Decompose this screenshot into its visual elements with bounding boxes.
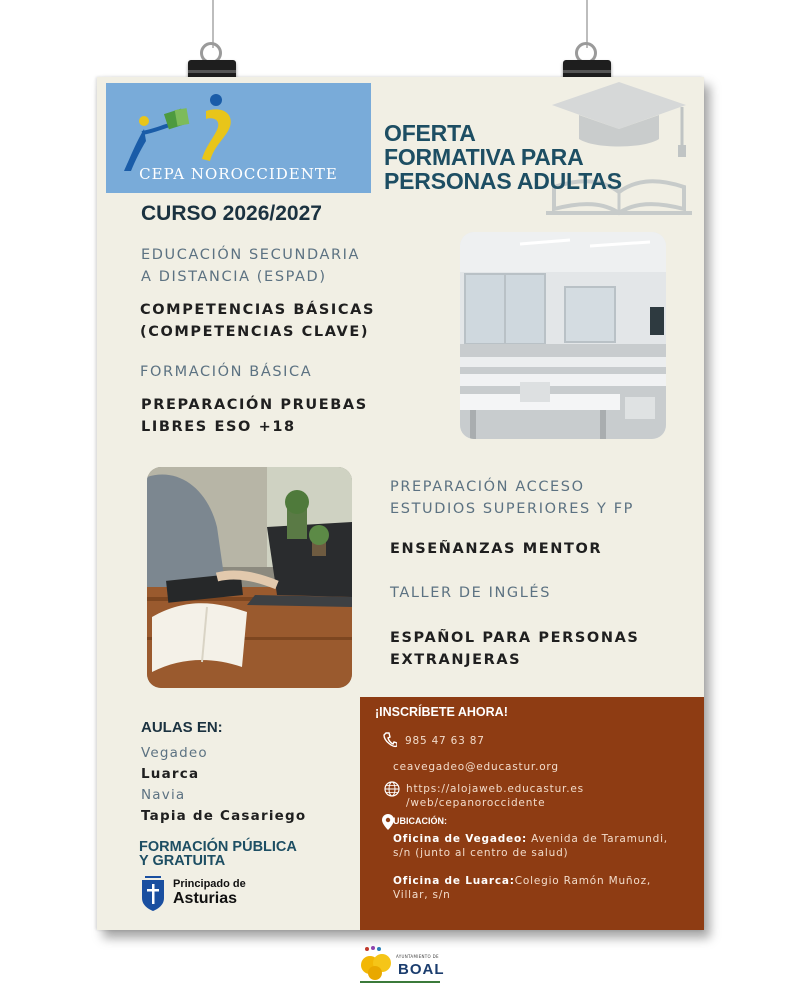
offer-espad (141, 244, 360, 288)
hanging-wire-right (586, 0, 588, 48)
boal-sponsor-logo (358, 945, 444, 995)
cepa-logo-text: CEPA NOROCCIDENTE (139, 165, 338, 183)
public-line-1: FORMACIÓN PÚBLICA (139, 839, 297, 855)
poster-title (384, 121, 684, 193)
student-laptop-photo (147, 467, 352, 688)
office-vegadeo-address: Avenida de Taramundi, (526, 833, 668, 845)
offer-pruebas-libres-line-1: PREPARACIÓN PRUEBAS (141, 397, 368, 413)
principado-small-text: Principado de (173, 878, 246, 890)
office-luarca-name: Oficina de Luarca: (393, 875, 515, 887)
boal-underline (360, 981, 440, 983)
asturias-shield-icon (139, 872, 167, 912)
offer-espanol-line-1: ESPAÑOL PARA PERSONAS (390, 630, 640, 646)
contact-panel (360, 697, 704, 930)
town-tapia: Tapia de Casariego (141, 808, 307, 824)
principado-asturias-logo (139, 872, 259, 914)
office-luarca (393, 874, 651, 888)
title-line-2: FORMATIVA PARA (384, 144, 584, 170)
poster (97, 77, 704, 930)
offer-acceso-estudios-line-1: PREPARACIÓN ACCESO (390, 479, 585, 495)
boal-name: BOAL (398, 961, 445, 978)
hanging-wire-left (212, 0, 214, 48)
cepa-logo (106, 83, 371, 193)
phone-icon (383, 732, 397, 748)
offer-formacion-basica-line-1: FORMACIÓN BÁSICA (140, 364, 313, 380)
offer-competencias-line-2: (COMPETENCIAS CLAVE) (140, 324, 370, 340)
town-vegadeo: Vegadeo (141, 745, 208, 761)
classroom-photo (460, 232, 666, 439)
offer-competencias (140, 299, 375, 343)
title-line-1: OFERTA (384, 120, 476, 146)
offer-competencias-line-1: COMPETENCIAS BÁSICAS (140, 302, 376, 318)
offer-espad-line-1: EDUCACIÓN SECUNDARIA (141, 247, 361, 263)
title-line-3: PERSONAS ADULTAS (384, 168, 622, 194)
offer-mentor-line-1: ENSEÑANZAS MENTOR (390, 541, 603, 557)
contact-phone[interactable]: 985 47 63 87 (405, 735, 485, 747)
offer-ingles (390, 582, 551, 604)
contact-web-line-1[interactable]: https://alojaweb.educastur.es (406, 783, 584, 795)
public-line-2: Y GRATUITA (139, 853, 226, 869)
town-luarca: Luarca (141, 766, 200, 782)
offer-espanol-line-2: EXTRANJERAS (390, 652, 522, 668)
boal-small-text: AYUNTAMIENTO DE (396, 954, 439, 959)
office-luarca-address: Colegio Ramón Muñoz, (514, 875, 652, 887)
globe-icon (384, 781, 400, 797)
cepa-logo-figures (106, 83, 371, 178)
offer-ingles-line-1: TALLER DE INGLÉS (390, 585, 551, 601)
public-free-label (139, 840, 297, 868)
office-luarca-address-2: Villar, s/n (393, 889, 451, 901)
office-vegadeo-name: Oficina de Vegadeo: (393, 833, 527, 845)
principado-big-text: Asturias (173, 890, 238, 907)
location-label: UBICACIÓN: (393, 816, 447, 826)
offer-espad-line-2: A DISTANCIA (ESPAD) (141, 269, 327, 285)
offer-formacion-basica (140, 361, 312, 383)
offer-acceso-estudios-line-2: ESTUDIOS SUPERIORES Y FP (390, 501, 634, 517)
offer-pruebas-libres (141, 394, 368, 438)
enroll-now-title: ¡INSCRÍBETE AHORA! (375, 705, 508, 719)
offer-pruebas-libres-line-2: LIBRES ESO +18 (141, 419, 296, 435)
office-vegadeo-address-2: s/n (junto al centro de salud) (393, 847, 569, 859)
town-navia: Navia (141, 787, 186, 803)
offer-acceso-estudios (390, 476, 634, 520)
boal-flower-icon (358, 945, 398, 981)
contact-email[interactable]: ceavegadeo@educastur.org (393, 761, 559, 773)
offer-mentor (390, 538, 602, 560)
contact-web-line-2[interactable]: /web/cepanoroccidente (406, 797, 546, 809)
aulas-title: AULAS EN: (141, 719, 223, 736)
course-year: CURSO 2026/2027 (141, 202, 322, 225)
office-vegadeo (393, 832, 668, 846)
offer-espanol-extranjeros (390, 627, 639, 671)
